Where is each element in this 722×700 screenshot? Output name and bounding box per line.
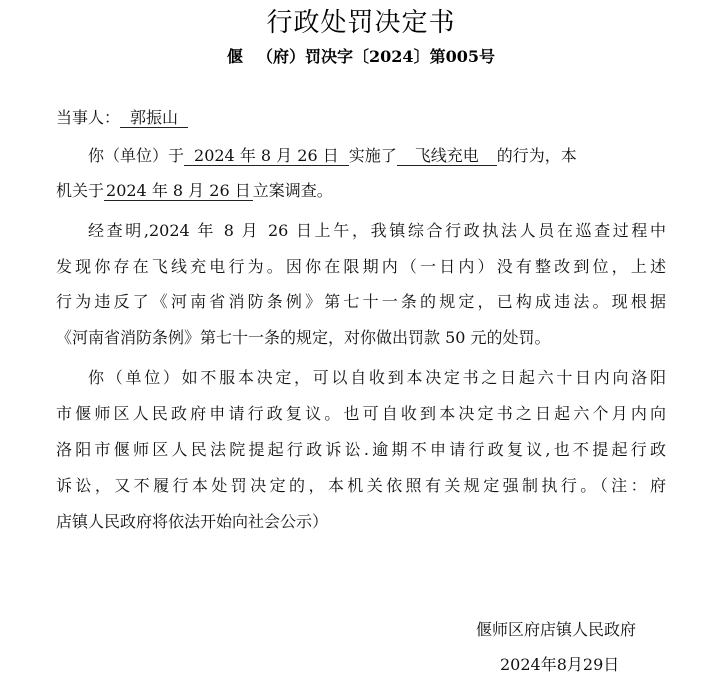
para1-violation: 飞线充电 — [397, 147, 497, 166]
para1-line2-text1: 机关于 — [56, 181, 105, 200]
para3-line: 你（单位）如不服本决定，可以自收到本决定书之日起六十日内向洛阳 — [88, 368, 666, 387]
para2-line: 发现你存在飞线充电行为。因你在限期内（一日内）没有整改到位，上述 — [56, 257, 666, 276]
para1-line2 — [56, 181, 666, 201]
para1-text3: 的行为，本 — [496, 146, 577, 165]
para3-line: 诉讼，又不履行本处罚决定的，本机关依照有关规定强制执行。（注：府 — [56, 476, 666, 495]
para3-line: 洛阳市偃师区人民法院提起行政诉讼.逾期不申请行政复议,也不提起行政 — [56, 440, 666, 459]
document-number-body: （府）罚决字〔2024〕第005号 — [257, 47, 495, 66]
issue-date: 2024年8月29日 — [500, 655, 620, 674]
para2-line: 行为违反了《河南省消防条例》第七十一条的规定，已构成违法。现根据 — [56, 292, 666, 311]
para3-line: 市偃师区人民政府申请行政复议。也可自收到本决定书之日起六个月内向 — [56, 404, 666, 423]
para1-text1: 你（单位）于 — [88, 146, 185, 165]
party-name: 郭振山 — [120, 109, 188, 128]
para2-line: 《河南省消防条例》第七十一条的规定，对你做出罚款 50 元的处罚。 — [56, 328, 551, 347]
para1-line1 — [56, 146, 698, 166]
document-number — [0, 44, 722, 67]
party-label: 当事人： — [56, 108, 121, 127]
para1-text2: 实施了 — [348, 146, 397, 165]
issuing-organization: 偃师区府店镇人民政府 — [476, 620, 637, 639]
party-line — [56, 108, 666, 128]
document-title: 行政处罚决定书 — [266, 8, 456, 38]
para1-filing-date: 2024 年 8 月 26 日 — [106, 181, 251, 200]
para2-line: 经查明,2024 年 8 月 26 日上午，我镇综合行政执法人员在巡查过程中 — [88, 221, 666, 240]
document-number-prefix: 偃 — [227, 47, 244, 66]
para1-incident-date: 2024 年 8 月 26 日 — [184, 147, 349, 166]
para1-line2-text2: 立案调查。 — [252, 181, 333, 200]
para3-line: 店镇人民政府将依法开始向社会公示） — [56, 512, 329, 531]
